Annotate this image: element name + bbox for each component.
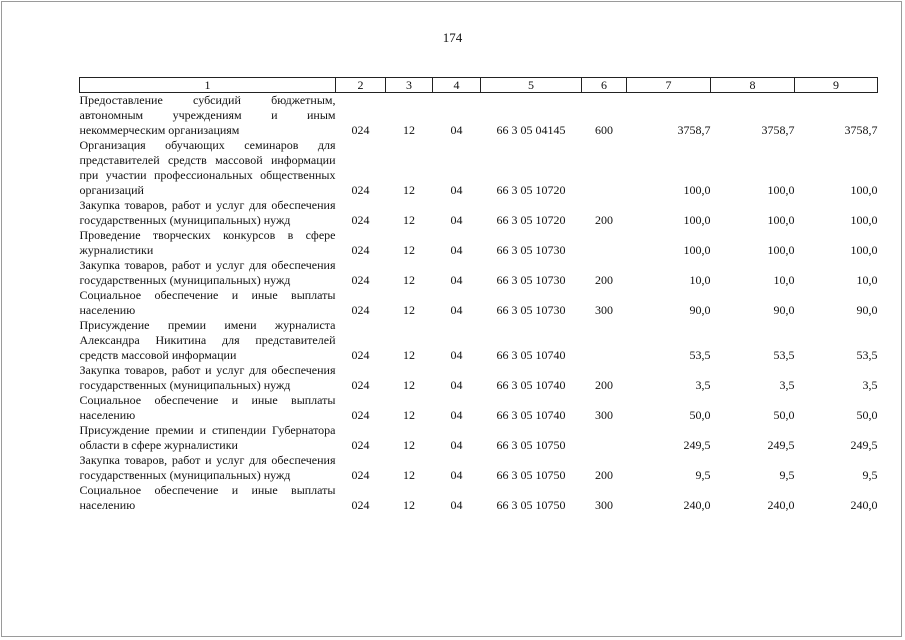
table-row	[80, 228, 878, 258]
row-code: 024	[351, 273, 370, 287]
row-subsection: 04	[450, 123, 463, 137]
row-name: Закупка товаров, работ и услуг для обеспечения государственных (муниципальных) нужд	[79, 258, 336, 287]
row-amount-year2: 90,0	[773, 303, 795, 317]
table-row	[80, 138, 878, 198]
row-code: 024	[351, 348, 370, 362]
row-name: Проведение творческих конкурсов в сфере журналистики	[79, 228, 336, 257]
row-section: 12	[403, 378, 415, 392]
table-row	[80, 453, 878, 483]
row-amount-year3: 100,0	[850, 213, 878, 227]
table-row	[80, 318, 878, 363]
row-amount-year3: 240,0	[850, 498, 878, 512]
row-amount-year3: 53,5	[856, 348, 878, 362]
table-row	[80, 393, 878, 423]
column-header: 3	[386, 78, 433, 93]
row-amount-year3: 249,5	[850, 438, 878, 452]
row-amount-year1: 90,0	[689, 303, 711, 317]
row-expense-type: 300	[595, 498, 613, 512]
row-subsection: 04	[450, 378, 463, 392]
row-section: 12	[403, 273, 415, 287]
row-expense-type: 600	[595, 123, 613, 137]
row-target-article: 66 3 05 10740	[496, 348, 566, 362]
page-number: 174	[442, 30, 463, 45]
row-amount-year1: 50,0	[689, 408, 711, 422]
row-subsection: 04	[450, 408, 463, 422]
row-expense-type: 300	[595, 408, 613, 422]
row-amount-year2: 3758,7	[761, 123, 795, 137]
row-section: 12	[403, 243, 415, 257]
column-header: 9	[795, 78, 878, 93]
row-amount-year3: 100,0	[850, 243, 878, 257]
row-amount-year3: 9,5	[862, 468, 878, 482]
column-header: 4	[433, 78, 481, 93]
row-name: Присуждение премии и стипендии Губернатора области в сфере журналистики	[79, 423, 336, 452]
row-amount-year1: 100,0	[683, 213, 711, 227]
row-code: 024	[351, 378, 370, 392]
row-name: Присуждение премии имени журналиста Александра Никитина для представителей средств массовой информации	[79, 318, 336, 362]
row-section: 12	[403, 468, 415, 482]
column-header: 5	[481, 78, 582, 93]
row-section: 12	[403, 438, 415, 452]
row-name: Закупка товаров, работ и услуг для обеспечения государственных (муниципальных) нужд	[79, 363, 336, 392]
row-name: Закупка товаров, работ и услуг для обеспечения государственных (муниципальных) нужд	[79, 198, 336, 227]
row-amount-year1: 100,0	[683, 243, 711, 257]
row-subsection: 04	[450, 348, 463, 362]
row-target-article: 66 3 05 10730	[496, 273, 566, 287]
row-amount-year3: 50,0	[856, 408, 878, 422]
row-code: 024	[351, 303, 370, 317]
row-target-article: 66 3 05 10740	[496, 378, 566, 392]
row-code: 024	[351, 213, 370, 227]
row-amount-year3: 3,5	[862, 378, 878, 392]
row-expense-type	[582, 228, 627, 258]
row-amount-year2: 240,0	[767, 498, 795, 512]
row-expense-type: 200	[595, 378, 613, 392]
row-amount-year2: 100,0	[767, 213, 795, 227]
column-header: 7	[627, 78, 711, 93]
row-amount-year2: 9,5	[779, 468, 795, 482]
row-amount-year3: 90,0	[856, 303, 878, 317]
row-section: 12	[403, 183, 415, 197]
row-name: Социальное обеспечение и иные выплаты населению	[79, 393, 336, 422]
row-target-article: 66 3 05 10750	[496, 438, 566, 452]
row-section: 12	[403, 348, 415, 362]
row-amount-year1: 9,5	[695, 468, 711, 482]
row-expense-type	[582, 423, 627, 453]
table-row	[80, 288, 878, 318]
row-target-article: 66 3 05 10740	[496, 408, 566, 422]
budget-table	[79, 77, 878, 513]
row-code: 024	[351, 468, 370, 482]
row-target-article: 66 3 05 10720	[496, 183, 566, 197]
row-code: 024	[351, 123, 370, 137]
table-row	[80, 483, 878, 513]
row-amount-year1: 10,0	[689, 273, 711, 287]
table-row	[80, 198, 878, 228]
row-subsection: 04	[450, 498, 463, 512]
row-target-article: 66 3 05 04145	[496, 123, 566, 137]
row-amount-year1: 240,0	[683, 498, 711, 512]
row-amount-year2: 100,0	[767, 243, 795, 257]
column-header: 8	[711, 78, 795, 93]
row-amount-year3: 100,0	[850, 183, 878, 197]
row-name: Предоставление субсидий бюджетным, автономным учреждениям и иным некоммерческим организациям	[79, 93, 336, 137]
row-expense-type	[582, 138, 627, 198]
row-amount-year2: 50,0	[773, 408, 795, 422]
row-expense-type	[582, 318, 627, 363]
row-amount-year3: 3758,7	[844, 123, 878, 137]
row-expense-type: 200	[595, 213, 613, 227]
table-row	[80, 423, 878, 453]
row-subsection: 04	[450, 243, 463, 257]
column-header: 1	[80, 78, 336, 93]
row-subsection: 04	[450, 183, 463, 197]
row-expense-type: 200	[595, 468, 613, 482]
row-subsection: 04	[450, 303, 463, 317]
row-amount-year1: 3,5	[695, 378, 711, 392]
row-amount-year3: 10,0	[856, 273, 878, 287]
row-expense-type: 300	[595, 303, 613, 317]
row-amount-year2: 100,0	[767, 183, 795, 197]
row-expense-type: 200	[595, 273, 613, 287]
row-target-article: 66 3 05 10720	[496, 213, 566, 227]
row-code: 024	[351, 243, 370, 257]
row-section: 12	[403, 213, 415, 227]
column-header: 6	[582, 78, 627, 93]
row-section: 12	[403, 303, 415, 317]
row-code: 024	[351, 498, 370, 512]
row-name: Социальное обеспечение и иные выплаты населению	[79, 483, 336, 512]
row-target-article: 66 3 05 10750	[496, 468, 566, 482]
table-row	[80, 258, 878, 288]
row-code: 024	[351, 438, 370, 452]
table-body	[80, 93, 878, 514]
table-row	[80, 93, 878, 139]
row-amount-year2: 53,5	[773, 348, 795, 362]
row-amount-year1: 249,5	[683, 438, 711, 452]
row-code: 024	[351, 408, 370, 422]
row-amount-year1: 3758,7	[677, 123, 711, 137]
row-section: 12	[403, 498, 415, 512]
row-amount-year2: 3,5	[779, 378, 795, 392]
row-name: Социальное обеспечение и иные выплаты населению	[79, 288, 336, 317]
row-name: Закупка товаров, работ и услуг для обеспечения государственных (муниципальных) нужд	[79, 453, 336, 482]
row-subsection: 04	[450, 438, 463, 452]
column-header-row	[80, 78, 878, 93]
row-name: Организация обучающих семинаров для представителей средств массовой информации при участии профессиональных общественных организаций	[79, 138, 336, 197]
row-amount-year1: 53,5	[689, 348, 711, 362]
row-subsection: 04	[450, 273, 463, 287]
row-amount-year2: 249,5	[767, 438, 795, 452]
row-amount-year2: 10,0	[773, 273, 795, 287]
row-target-article: 66 3 05 10730	[496, 303, 566, 317]
row-target-article: 66 3 05 10730	[496, 243, 566, 257]
row-amount-year1: 100,0	[683, 183, 711, 197]
row-subsection: 04	[450, 213, 463, 227]
row-target-article: 66 3 05 10750	[496, 498, 566, 512]
row-section: 12	[403, 123, 415, 137]
row-subsection: 04	[450, 468, 463, 482]
row-section: 12	[403, 408, 415, 422]
row-code: 024	[351, 183, 370, 197]
table-row	[80, 363, 878, 393]
column-header: 2	[336, 78, 386, 93]
